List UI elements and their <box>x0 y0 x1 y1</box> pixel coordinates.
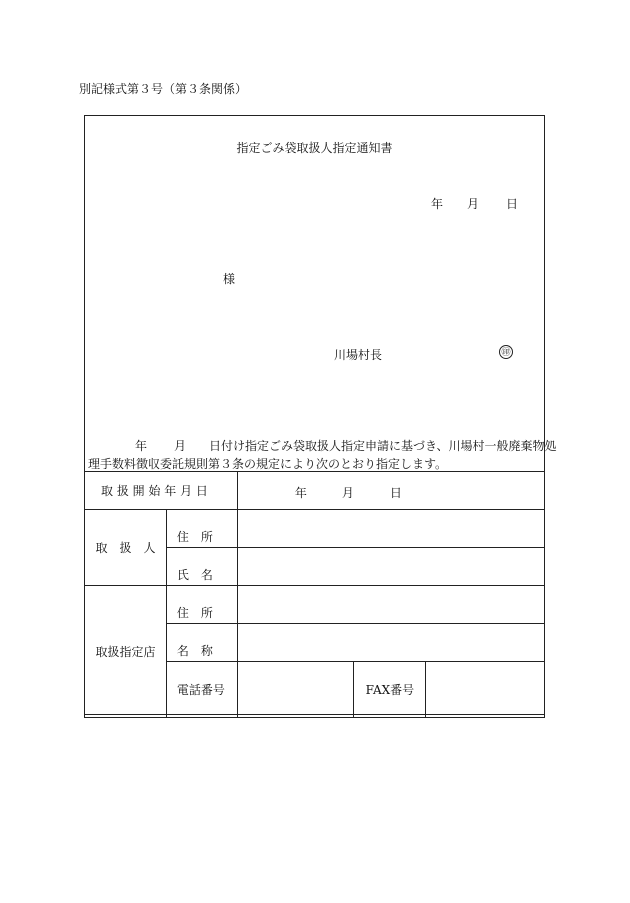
start-date-label: 取 扱 開 始 年 月 日 <box>85 472 238 510</box>
form-number: 別記様式第３号（第３条関係） <box>79 82 248 96</box>
store-phone-field[interactable] <box>237 662 354 718</box>
store-name-label: 名 称 <box>166 624 237 662</box>
issuer-name: 川場村長 <box>334 348 383 362</box>
notice-frame <box>84 115 557 715</box>
notice-title: 指定ごみ袋取扱人指定通知書 <box>236 141 393 155</box>
start-date-day: 日 <box>389 486 402 500</box>
issue-date-day: 日 <box>506 197 519 211</box>
body-line-1-text: 日付け指定ごみ袋取扱人指定申請に基づき、川場村一般廃棄物処 <box>209 439 557 453</box>
handler-address-label: 住 所 <box>166 510 237 548</box>
store-name-field[interactable] <box>237 624 544 662</box>
body-line-1 <box>88 437 557 455</box>
body-month: 月 <box>174 439 187 453</box>
body-year: 年 <box>135 439 148 453</box>
store-address-row <box>85 586 545 624</box>
store-fax-label: FAX番号 <box>354 662 426 718</box>
handler-address-row <box>85 510 545 548</box>
handler-label: 取 扱 人 <box>85 510 167 586</box>
start-date-row <box>85 472 545 510</box>
store-label: 取扱指定店 <box>85 586 167 718</box>
store-address-field[interactable] <box>237 586 544 624</box>
store-fax-field[interactable] <box>426 662 545 718</box>
handler-address-field[interactable] <box>237 510 544 548</box>
handler-name-field[interactable] <box>237 548 544 586</box>
addressee-suffix: 様 <box>223 272 236 286</box>
store-phone-label: 電話番号 <box>166 662 237 718</box>
notice-body <box>88 437 557 473</box>
body-line-2: 理手数料徴収委託規則第３条の規定により次のとおり指定します。 <box>88 457 448 471</box>
start-date-year: 年 <box>294 486 307 500</box>
start-date-value[interactable] <box>237 472 544 510</box>
start-date-month: 月 <box>341 486 354 500</box>
notice-header <box>85 116 557 472</box>
handler-name-label: 氏 名 <box>166 548 237 586</box>
store-address-label: 住 所 <box>166 586 237 624</box>
details-table <box>84 471 545 718</box>
seal-mark: ㊞ <box>499 345 513 359</box>
issue-date-year: 年 <box>431 197 444 211</box>
issue-date-month: 月 <box>467 197 480 211</box>
